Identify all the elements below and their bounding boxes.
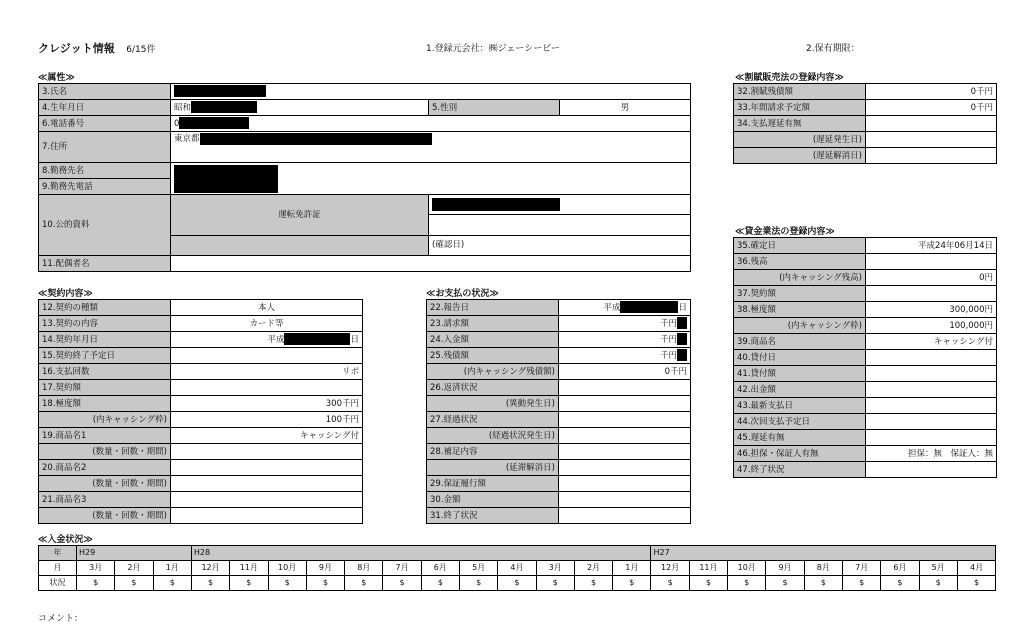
row-label: 29.保証履行額 xyxy=(427,476,559,492)
deposit-section-title: ≪入金状況≫ xyxy=(38,535,93,545)
row-value xyxy=(866,398,997,414)
status-cell: $ xyxy=(383,576,421,591)
redaction xyxy=(677,349,687,361)
table-row xyxy=(427,508,691,524)
status-cell: $ xyxy=(115,576,153,591)
month-cell: 8月 xyxy=(345,561,383,576)
attributes-table xyxy=(38,83,691,272)
row-label: 28.補足内容 xyxy=(427,444,559,460)
month-header: 月 xyxy=(39,561,77,576)
redaction xyxy=(677,333,687,345)
redaction xyxy=(200,133,432,145)
row-value: 平成 日 xyxy=(171,332,363,348)
row-label: 45.遅延有無 xyxy=(734,430,866,446)
row-label: (内キャッシング枠) xyxy=(734,318,866,334)
row-value: 平成 日 xyxy=(559,300,691,316)
month-cell: 5月 xyxy=(459,561,497,576)
row-value: 0円 xyxy=(866,270,997,286)
table-row xyxy=(734,132,997,148)
table-row xyxy=(734,350,997,366)
row-label: 18.極度額 xyxy=(39,396,171,412)
dob-value: 昭和 xyxy=(171,100,429,116)
table-row xyxy=(734,270,997,286)
table-row xyxy=(39,300,363,316)
row-value xyxy=(171,492,363,508)
table-row xyxy=(734,334,997,350)
status-cell: $ xyxy=(536,576,574,591)
month-cell: 9月 xyxy=(766,561,804,576)
row-label: (経過状況発生日) xyxy=(427,428,559,444)
spouse-label: 11.配偶者名 xyxy=(39,256,171,272)
row-label: 15.契約終了予定日 xyxy=(39,348,171,364)
row-value xyxy=(866,350,997,366)
month-cell: 12月 xyxy=(191,561,229,576)
status-cell: $ xyxy=(766,576,804,591)
table-row xyxy=(734,84,997,100)
table-row xyxy=(734,318,997,334)
payment-status-table xyxy=(426,299,691,524)
row-label: 17.契約額 xyxy=(39,380,171,396)
row-label: 43.最新支払日 xyxy=(734,398,866,414)
month-cell: 3月 xyxy=(77,561,115,576)
month-cell: 12月 xyxy=(651,561,689,576)
row-label: 26.返済状況 xyxy=(427,380,559,396)
row-label: 21.商品名3 xyxy=(39,492,171,508)
phone-value: 0 xyxy=(171,116,691,132)
table-row xyxy=(734,462,997,478)
row-value xyxy=(559,412,691,428)
status-cell: $ xyxy=(842,576,880,591)
public-doc-type: 運転免許証 xyxy=(171,195,429,236)
row-value: 0千円 xyxy=(866,84,997,100)
table-row xyxy=(427,316,691,332)
row-label: 33.年間請求予定額 xyxy=(734,100,866,116)
table-row xyxy=(734,238,997,254)
month-cell: 9月 xyxy=(306,561,344,576)
row-value: 平成24年06月14日 xyxy=(866,238,997,254)
phone-label: 6.電話番号 xyxy=(39,116,171,132)
name-value xyxy=(171,84,691,100)
retention-period: 2.保有期限： xyxy=(806,44,860,54)
row-value: キャッシング付 xyxy=(171,428,363,444)
row-value xyxy=(171,348,363,364)
row-value: 0千円 xyxy=(559,364,691,380)
moneylending-table xyxy=(733,237,997,478)
month-cell: 2月 xyxy=(574,561,612,576)
status-cell: $ xyxy=(689,576,727,591)
row-value xyxy=(559,396,691,412)
gender-value: 男 xyxy=(560,100,691,116)
status-cell: $ xyxy=(804,576,842,591)
row-label: 38.極度額 xyxy=(734,302,866,318)
month-cell: 1月 xyxy=(613,561,651,576)
row-label: 32.割賦残債額 xyxy=(734,84,866,100)
employer-value xyxy=(171,163,691,195)
row-value xyxy=(866,148,997,164)
row-value xyxy=(559,508,691,524)
redaction xyxy=(179,117,249,129)
table-row xyxy=(427,380,691,396)
row-value xyxy=(866,382,997,398)
row-value: キャッシング付 xyxy=(866,334,997,350)
month-cell: 5月 xyxy=(919,561,957,576)
table-row xyxy=(427,300,691,316)
address-label: 7.住所 xyxy=(39,132,171,163)
row-value: 300,000円 xyxy=(866,302,997,318)
month-cell: 6月 xyxy=(421,561,459,576)
row-label: 47.終了状況 xyxy=(734,462,866,478)
row-value xyxy=(171,460,363,476)
row-label: (遅延発生日) xyxy=(734,132,866,148)
row-value: カード等 xyxy=(171,316,363,332)
month-cell: 7月 xyxy=(383,561,421,576)
table-row xyxy=(39,428,363,444)
status-cell: $ xyxy=(306,576,344,591)
row-value xyxy=(559,380,691,396)
status-cell: $ xyxy=(77,576,115,591)
payment-section-title: ≪お支払の状況≫ xyxy=(426,289,499,299)
record-count: 6/15件 xyxy=(126,45,156,55)
row-value: 担保：無 保証人：無 xyxy=(866,446,997,462)
row-value xyxy=(866,116,997,132)
year-cell: H27 xyxy=(651,546,996,561)
status-cell: $ xyxy=(728,576,766,591)
row-value xyxy=(559,444,691,460)
status-cell: $ xyxy=(613,576,651,591)
row-label: 31.終了状況 xyxy=(427,508,559,524)
redaction xyxy=(432,198,560,211)
month-cell: 11月 xyxy=(689,561,727,576)
row-value xyxy=(171,476,363,492)
table-row xyxy=(427,492,691,508)
spouse-value xyxy=(171,256,691,272)
row-label: 20.商品名2 xyxy=(39,460,171,476)
row-value xyxy=(559,492,691,508)
table-row xyxy=(39,508,363,524)
status-cell: $ xyxy=(230,576,268,591)
month-cell: 3月 xyxy=(536,561,574,576)
row-label: (遅延解消日) xyxy=(734,148,866,164)
month-cell: 6月 xyxy=(881,561,919,576)
row-label: 30.金額 xyxy=(427,492,559,508)
redaction xyxy=(191,101,257,113)
table-row xyxy=(39,476,363,492)
row-label: (数量・回数・期間) xyxy=(39,508,171,524)
row-label: 25.残債額 xyxy=(427,348,559,364)
status-cell: $ xyxy=(957,576,995,591)
gender-label: 5.性別 xyxy=(429,100,560,116)
table-row xyxy=(39,396,363,412)
table-row xyxy=(734,100,997,116)
table-row xyxy=(39,460,363,476)
row-value: 本人 xyxy=(171,300,363,316)
table-row xyxy=(39,380,363,396)
redaction xyxy=(677,317,687,329)
table-row xyxy=(734,148,997,164)
row-label: 19.商品名1 xyxy=(39,428,171,444)
confirm-date: (確認日) xyxy=(429,235,691,255)
row-value xyxy=(866,286,997,302)
year-cell: H28 xyxy=(191,546,651,561)
redaction xyxy=(174,165,278,193)
row-value xyxy=(866,430,997,446)
row-label: 27.経過状況 xyxy=(427,412,559,428)
month-cell: 11月 xyxy=(230,561,268,576)
year-header: 年 xyxy=(39,546,77,561)
row-label: 41.貸付額 xyxy=(734,366,866,382)
row-label: (内キャッシング残債額) xyxy=(427,364,559,380)
public-doc-number xyxy=(429,195,691,215)
row-label: 46.担保・保証人有無 xyxy=(734,446,866,462)
row-value: 100,000円 xyxy=(866,318,997,334)
status-cell: $ xyxy=(651,576,689,591)
row-label: 34.支払遅延有無 xyxy=(734,116,866,132)
row-label: 36.残高 xyxy=(734,254,866,270)
row-label: 37.契約額 xyxy=(734,286,866,302)
year-cell: H29 xyxy=(77,546,192,561)
public-doc-blank xyxy=(171,235,429,255)
row-label: 44.次回支払予定日 xyxy=(734,414,866,430)
table-row xyxy=(39,412,363,428)
employer-phone-label: 9.勤務先電話 xyxy=(39,179,171,195)
page-title xyxy=(38,40,155,56)
row-label: (異動発生日) xyxy=(427,396,559,412)
row-label: 40.貸付日 xyxy=(734,350,866,366)
table-row xyxy=(39,492,363,508)
row-label: 22.報告日 xyxy=(427,300,559,316)
table-row xyxy=(39,364,363,380)
row-label: 35.確定日 xyxy=(734,238,866,254)
comment-label: コメント： xyxy=(38,614,84,624)
table-row xyxy=(734,254,997,270)
row-value: 100千円 xyxy=(171,412,363,428)
month-cell: 10月 xyxy=(728,561,766,576)
moneylending-section-title: ≪貸金業法の登録内容≫ xyxy=(735,227,835,237)
row-label: (内キャッシング枠) xyxy=(39,412,171,428)
month-cell: 7月 xyxy=(842,561,880,576)
public-doc-extra xyxy=(429,215,691,235)
table-row xyxy=(39,444,363,460)
month-cell: 2月 xyxy=(115,561,153,576)
status-cell: $ xyxy=(345,576,383,591)
table-row xyxy=(427,364,691,380)
row-label: 13.契約の内容 xyxy=(39,316,171,332)
table-row xyxy=(427,332,691,348)
row-value: 千円 xyxy=(559,348,691,364)
row-value xyxy=(866,254,997,270)
row-label: (数量・回数・期間) xyxy=(39,476,171,492)
row-label: (数量・回数・期間) xyxy=(39,444,171,460)
row-value xyxy=(559,460,691,476)
contract-section-title: ≪契約内容≫ xyxy=(38,289,93,299)
title-text: クレジット情報 xyxy=(38,42,115,55)
name-label: 3.氏名 xyxy=(39,84,171,100)
row-label: 14.契約年月日 xyxy=(39,332,171,348)
table-row xyxy=(734,302,997,318)
status-cell: $ xyxy=(881,576,919,591)
table-row xyxy=(734,116,997,132)
table-row xyxy=(734,430,997,446)
installment-section-title: ≪割賦販売法の登録内容≫ xyxy=(735,73,844,83)
table-row xyxy=(734,366,997,382)
status-cell: $ xyxy=(574,576,612,591)
table-row xyxy=(734,446,997,462)
table-row xyxy=(39,332,363,348)
row-value xyxy=(866,132,997,148)
row-value: リボ xyxy=(171,364,363,380)
table-row xyxy=(427,428,691,444)
month-cell: 8月 xyxy=(804,561,842,576)
row-label: 16.支払回数 xyxy=(39,364,171,380)
status-header: 状況 xyxy=(39,576,77,591)
month-cell: 4月 xyxy=(498,561,536,576)
table-row xyxy=(427,396,691,412)
row-value xyxy=(171,380,363,396)
row-value xyxy=(559,428,691,444)
status-cell: $ xyxy=(153,576,191,591)
table-row xyxy=(734,414,997,430)
row-value: 300千円 xyxy=(171,396,363,412)
installment-table xyxy=(733,83,997,164)
registering-company: 1.登録元会社：㈱ジェーシービー xyxy=(426,44,560,54)
row-value xyxy=(559,476,691,492)
row-value xyxy=(866,462,997,478)
redaction xyxy=(174,85,266,97)
row-label: 24.入金額 xyxy=(427,332,559,348)
row-value xyxy=(866,414,997,430)
month-cell: 1月 xyxy=(153,561,191,576)
redaction xyxy=(284,333,350,345)
row-label: (延滞解消日) xyxy=(427,460,559,476)
status-cell: $ xyxy=(459,576,497,591)
address-value: 東京都 xyxy=(171,132,691,163)
employer-label: 8.勤務先名 xyxy=(39,163,171,179)
table-row xyxy=(427,412,691,428)
dob-label: 4.生年月日 xyxy=(39,100,171,116)
status-cell: $ xyxy=(191,576,229,591)
row-label: 12.契約の種類 xyxy=(39,300,171,316)
month-cell: 4月 xyxy=(957,561,995,576)
public-doc-label: 10.公的資料 xyxy=(39,195,171,256)
contract-table xyxy=(38,299,363,524)
row-label: 42.出金額 xyxy=(734,382,866,398)
table-row xyxy=(734,398,997,414)
status-cell: $ xyxy=(421,576,459,591)
table-row xyxy=(39,316,363,332)
table-row xyxy=(427,476,691,492)
table-row xyxy=(427,460,691,476)
row-label: (内キャッシング残高) xyxy=(734,270,866,286)
row-value xyxy=(171,444,363,460)
table-row xyxy=(734,382,997,398)
table-row xyxy=(734,286,997,302)
row-label: 23.請求額 xyxy=(427,316,559,332)
deposit-status-table xyxy=(38,545,996,591)
redaction xyxy=(620,301,678,313)
row-value xyxy=(171,508,363,524)
table-row xyxy=(39,348,363,364)
status-cell: $ xyxy=(268,576,306,591)
month-cell: 10月 xyxy=(268,561,306,576)
row-value: 千円 xyxy=(559,316,691,332)
row-value xyxy=(866,366,997,382)
table-row xyxy=(427,444,691,460)
status-cell: $ xyxy=(919,576,957,591)
status-cell: $ xyxy=(498,576,536,591)
table-row xyxy=(427,348,691,364)
attributes-section-title: ≪属性≫ xyxy=(38,73,75,83)
row-value: 千円 xyxy=(559,332,691,348)
row-value: 0千円 xyxy=(866,100,997,116)
row-label: 39.商品名 xyxy=(734,334,866,350)
